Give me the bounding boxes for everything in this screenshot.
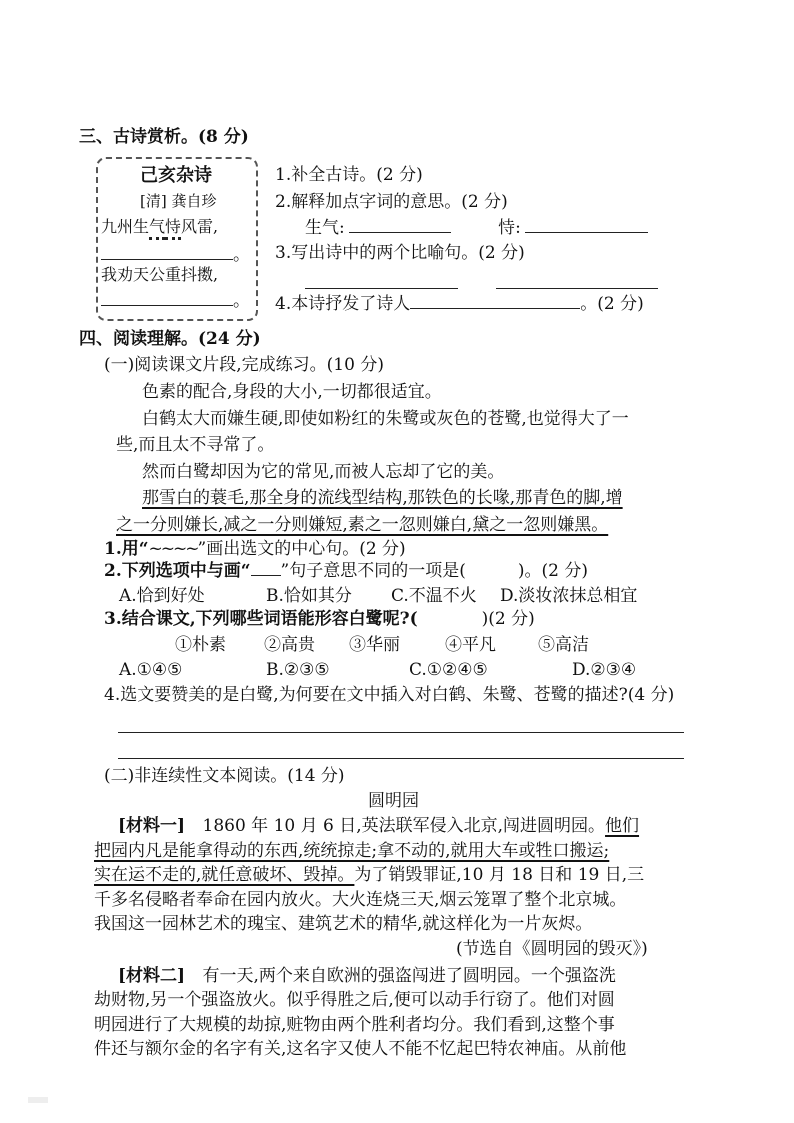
poem-line-2 bbox=[101, 246, 250, 266]
wavy-line-mark: ~~~~ bbox=[148, 539, 198, 559]
p1-q3-word-2: ②高贵 bbox=[264, 635, 315, 655]
p1-q3-end: )(2 分) bbox=[481, 609, 535, 629]
passage-p1: 色素的配合,身段的大小,一切都很适宜。 bbox=[142, 382, 442, 402]
section3-heading: 三、古诗赏析。(8 分) bbox=[79, 127, 249, 147]
page-corner-mark bbox=[28, 1097, 48, 1103]
p1-q3-option-c[interactable]: C.①②④⑤ bbox=[409, 660, 488, 680]
p1-q3-word-3: ③华丽 bbox=[349, 635, 400, 655]
passage-p2-line2: 些,而且太不寻常了。 bbox=[116, 435, 275, 455]
passage-p3: 然而白鹭却因为它的常见,而被人忘却了它的美。 bbox=[142, 462, 505, 482]
material2-line3: 明园进行了大规模的劫掠,赃物由两个胜利者均分。我们看到,这整个事 bbox=[94, 1015, 615, 1035]
passage-p2-line1: 白鹤太大而嫌生硬,即使如粉红的朱鹭或灰色的苍鹭,也觉得大了一 bbox=[142, 409, 629, 429]
part1-heading: (一)阅读课文片段,完成练习。(10 分) bbox=[104, 355, 384, 375]
s3-q2-blank1[interactable] bbox=[349, 232, 451, 233]
poem-line-1-c: 风雷, bbox=[181, 217, 219, 236]
material1-line3 bbox=[94, 866, 644, 886]
p1-q1-b: ”画出选文的中心句。(2 分) bbox=[197, 539, 406, 559]
p1-q1-a: 1.用“ bbox=[104, 539, 149, 559]
p1-q3-option-d[interactable]: D.②③④ bbox=[572, 660, 637, 680]
s3-q2-word1: 生气: bbox=[305, 218, 345, 238]
material1-line1 bbox=[118, 817, 639, 837]
material1-line2: 把园内凡是能拿得动的东西,统统掠走;拿不动的,就用大车或牲口搬运; bbox=[94, 841, 610, 861]
part2-heading: (二)非连续性文本阅读。(14 分) bbox=[104, 766, 345, 786]
material2-label: [材料二] bbox=[118, 966, 186, 986]
s3-q3-blank2[interactable] bbox=[496, 288, 658, 289]
material1-line5: 我国这一园林艺术的瑰宝、建筑艺术的精华,就这样化为一片灰烬。 bbox=[94, 914, 593, 934]
poem-line-3: 我劝天公重抖擞, bbox=[101, 265, 219, 284]
s3-question-1: 1.补全古诗。(2 分) bbox=[275, 165, 423, 185]
s3-q3-blank1[interactable] bbox=[305, 288, 458, 289]
section4-heading: 四、阅读理解。(24 分) bbox=[79, 329, 261, 349]
material1-line1-b: 他们 bbox=[605, 816, 640, 836]
p1-q4-answer-line-1[interactable] bbox=[118, 732, 684, 733]
p1-q2-option-d[interactable]: D.淡妆浓抹总相宜 bbox=[500, 586, 638, 606]
p1-q3-option-a[interactable]: A.①④⑤ bbox=[119, 660, 183, 680]
s3-q2-word2: 恃: bbox=[498, 218, 521, 238]
poem-line-2-end: 。 bbox=[233, 245, 250, 265]
p1-q3-word-4: ④平凡 bbox=[445, 635, 496, 655]
s3-question-3: 3.写出诗中的两个比喻句。(2 分) bbox=[275, 243, 525, 263]
p1-question-1 bbox=[104, 540, 406, 560]
poem-line-1 bbox=[101, 218, 218, 236]
poem-line-4-end: 。 bbox=[233, 291, 250, 311]
poem-line-1-a: 九州生 bbox=[101, 217, 150, 236]
p1-question-3 bbox=[104, 610, 535, 630]
s3-q4-prefix: 4.本诗抒发了诗人 bbox=[275, 294, 411, 314]
s3-q2-blank2[interactable] bbox=[525, 232, 648, 233]
material1-line3-b: 为了销毁罪证,10 月 18 日和 19 日,三 bbox=[354, 865, 645, 885]
dotted-word-qi: 气 bbox=[149, 217, 165, 240]
material1-source: (节选自《圆明园的毁灭》) bbox=[456, 939, 648, 959]
p1-q3-option-b[interactable]: B.②③⑤ bbox=[266, 660, 330, 680]
p1-q2-b: ”句子意思不同的一项是( bbox=[280, 561, 466, 581]
p1-q2-option-c[interactable]: C.不温不火 bbox=[391, 586, 477, 606]
poem-title: 己亥杂诗 bbox=[140, 165, 212, 186]
material1-line4: 千多名侵略者奉命在园内放火。大火连烧三天,烟云笼罩了整个北京城。 bbox=[94, 890, 627, 910]
p1-q3-text: 3.结合课文,下列哪些词语能形容白鹭呢?( bbox=[104, 609, 418, 629]
p1-q3-word-5: ⑤高洁 bbox=[538, 635, 589, 655]
p1-q2-option-a[interactable]: A.恰到好处 bbox=[119, 586, 205, 606]
p1-q3-word-1: ①朴素 bbox=[175, 635, 226, 655]
material2-line2: 劫财物,另一个强盗放火。似乎得胜之后,便可以动手行窃了。他们对圆 bbox=[94, 990, 615, 1010]
poem-author: [清] 龚自珍 bbox=[140, 192, 217, 210]
s3-q4-blank[interactable] bbox=[410, 308, 580, 309]
p1-question-2 bbox=[104, 562, 588, 582]
material1-label: [材料一] bbox=[118, 816, 186, 836]
p1-q2-c: )。(2 分) bbox=[517, 561, 588, 581]
poem-blank-1[interactable] bbox=[101, 259, 233, 260]
part2-title: 圆明园 bbox=[368, 791, 419, 811]
material2-line1 bbox=[118, 967, 616, 987]
poem-line-4 bbox=[101, 292, 250, 312]
p1-q2-option-b[interactable]: B.恰如其分 bbox=[266, 586, 352, 606]
passage-p4-line2: 之一分则嫌长,减之一分则嫌短,素之一忽则嫌白,黛之一忽则嫌黑。 bbox=[116, 515, 609, 535]
s3-q2-answer-row bbox=[305, 219, 648, 239]
poem-blank-2[interactable] bbox=[101, 305, 233, 306]
material1-line3-a: 实在运不走的,就任意破坏、毁掉。 bbox=[94, 865, 355, 885]
material1-line1-a: 1860 年 10 月 6 日,英法联军侵入北京,闯进圆明园。 bbox=[202, 816, 606, 836]
material2-line1-text: 有一天,两个来自欧洲的强盗闯进了圆明园。一个强盗洗 bbox=[202, 966, 616, 986]
s3-question-4 bbox=[275, 295, 644, 315]
material2-line4: 件还与额尔金的名字有关,这名字又使人不能不忆起巴特农神庙。从前他 bbox=[94, 1039, 627, 1059]
dotted-word-shi: 恃 bbox=[165, 217, 181, 240]
s3-q4-suffix: 。(2 分) bbox=[580, 294, 644, 314]
p1-q4-answer-line-2[interactable] bbox=[118, 758, 684, 759]
passage-p4-line1: 那雪白的蓑毛,那全身的流线型结构,那铁色的长喙,那青色的脚,增 bbox=[142, 488, 623, 508]
s3-question-2: 2.解释加点字词的意思。(2 分) bbox=[275, 192, 508, 212]
p1-question-4: 4.选文要赞美的是白鹭,为何要在文中插入对白鹤、朱鹭、苍鹭的描述?(4 分) bbox=[104, 685, 675, 705]
p1-q2-a: 2.下列选项中与画“ bbox=[104, 561, 251, 581]
underline-mark bbox=[251, 575, 281, 576]
